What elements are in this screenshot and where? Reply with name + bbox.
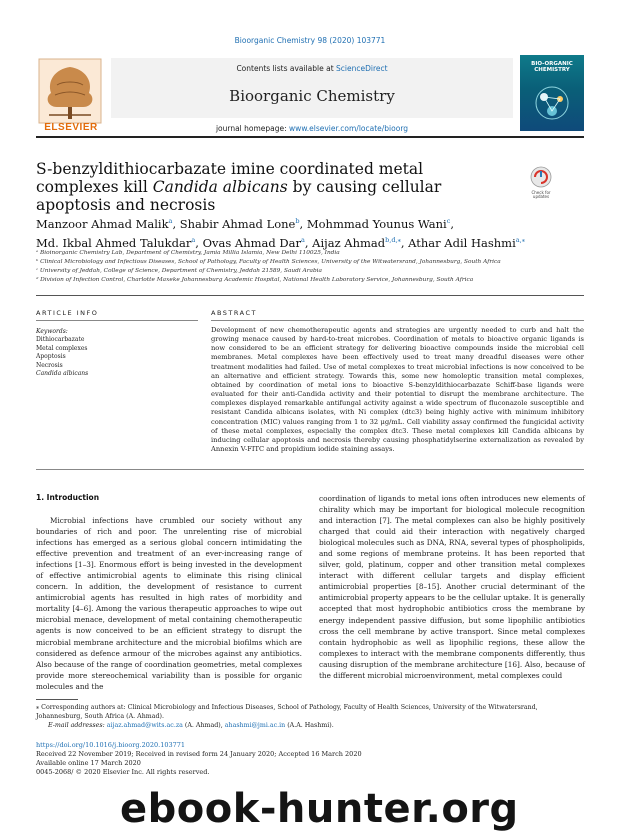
email-link-hashmi[interactable]: ahashmi@jmi.ac.in: [224, 722, 286, 729]
article-title: S-benzyldithiocarbazate imine coordinated metal complexes kill Candida albicans by causing cellular apoptosis and necrosis: [36, 160, 442, 214]
cover-molecule-graphic: [526, 79, 578, 127]
email-owner: (A. Ahmad),: [184, 722, 223, 729]
article-info-rule: [36, 320, 198, 321]
abstract-rule: [211, 320, 584, 321]
header-rule: [36, 136, 584, 138]
watermark: ebook-hunter.org: [120, 786, 519, 832]
author-list: Manzoor Ahmad Malik$^a$, Shabir Ahmad Lone$^b$, Mohmmad Younus Wani$^c$, Md. Ikbal Ahmed Talukdar$^a$, Ovas Ahmad Dar$^a$, Aijaz Ahmad$^{b,d,⁎}$, Athar Adil Hashmi$^{a,⁎}$: [36, 216, 525, 250]
elsevier-wordmark: ELSEVIER: [44, 122, 98, 133]
elsevier-tree-logo: [37, 57, 103, 127]
abstract-heading: ABSTRACT: [211, 309, 257, 317]
author-name[interactable]: Ovas Ahmad Dar: [202, 235, 301, 250]
email-line: [48, 722, 584, 729]
corresponding-author-note: ⁎ Corresponding authors at: Clinical Microbiology and Infectious Diseases, School of Pathology, Faculty of Health Sciences, University of the Witwatersrand, Johannesburg, South Africa (A. Ahmad).: [36, 704, 538, 720]
copyright: 0045-2068/ © 2020 Elsevier Inc. All rights reserved.: [36, 768, 210, 776]
keyword-item: Dithiocarbazate: [36, 336, 85, 344]
journal-title: Bioorganic Chemistry: [229, 87, 395, 105]
author-affil-sup[interactable]: a,⁎: [515, 235, 525, 244]
email-label: E-mail addresses:: [48, 722, 105, 729]
keyword-item: Necrosis: [36, 361, 63, 369]
journal-cover-image[interactable]: [520, 55, 584, 131]
svg-text:Check for: Check for: [531, 190, 551, 195]
keyword-item: Apoptosis: [36, 353, 66, 361]
article-info-heading: ARTICLE INFO: [36, 309, 99, 317]
affiliation-a: ᵃ Bioinorganic Chemistry Lab, Department of Chemistry, Jamia Millia Islamia, New Delhi 110025, India: [36, 250, 340, 256]
keyword-item: Candida albicans: [36, 370, 89, 378]
keywords-list: [36, 328, 196, 378]
author-name[interactable]: Aijaz Ahmad: [312, 235, 386, 250]
check-for-updates-badge[interactable]: [526, 165, 556, 199]
email-link-ahmad[interactable]: aijaz.ahmad@wits.ac.za: [106, 722, 183, 729]
author-name[interactable]: Mohmmad Younus Wani: [306, 216, 447, 231]
introduction-heading: 1. Introduction: [36, 493, 100, 502]
sciencedirect-link[interactable]: ScienceDirect: [336, 64, 388, 73]
abstract-bottom-rule: [36, 469, 584, 470]
email-owner: (A.A. Hashmi).: [287, 722, 334, 729]
contents-prefix: Contents lists available at: [236, 64, 334, 73]
footnote-rule: [36, 699, 78, 700]
homepage-prefix: journal homepage:: [215, 124, 287, 133]
author-affil-sup[interactable]: b,d,⁎: [385, 235, 401, 244]
author-affil-sup[interactable]: a: [168, 217, 173, 225]
cover-title: BIO-ORGANIC CHEMISTRY: [531, 61, 573, 73]
author-name[interactable]: Shabir Ahmad Lone: [179, 216, 296, 231]
contents-line: [111, 64, 513, 73]
homepage-line: [111, 124, 513, 133]
keyword-item: Metal complexes: [36, 344, 88, 352]
check-updates-icon: [526, 165, 556, 199]
svg-text:updates: updates: [532, 194, 550, 199]
author-name[interactable]: Manzoor Ahmad Malik: [36, 216, 169, 231]
author-affil-sup[interactable]: a: [300, 235, 305, 244]
keywords-label: Keywords:: [36, 328, 68, 335]
intro-left-column: Microbial infections have crumbled our society without any boundaries of rich and poor. The unrelenting rise of microbial infections has emerged as a serious global concern intimidating the effective prevention and treatment of an ever-increasing range of infections [1–3]. Enormous effort is being invested in the development of effective antimicrobial agents to eliminate this rising clinical concern. In addition, the development of resistance to current antimicrobial agents has resulted in high rates of morbidity and mortality [4–6]. Among the various therapeutic approaches to wipe out microbial menace, development of metal containing chemotherapeutic agents is now conceived to be an efficient strategy to disrupt the microbial membrane architecture and the microbial biofilms which are considered as defence armour of the microbes against any antibiotics. Also because of the range of coordination geometries, metal complexes provide more stereochemical variability than is possible for organic molecules and the: [36, 516, 302, 691]
author-affil-sup[interactable]: a: [191, 235, 196, 244]
author-affil-sup[interactable]: c: [446, 217, 451, 225]
author-affil-sup[interactable]: b: [295, 217, 300, 225]
doi-link[interactable]: https://doi.org/10.1016/j.bioorg.2020.103771: [36, 741, 186, 749]
affiliation-d: ᵈ Division of Infection Control, Charlotte Maxeke Johannesburg Academic Hospital, National Health Laboratory Service, Johannesburg, South Africa: [36, 277, 474, 283]
author-name[interactable]: Md. Ikbal Ahmed Talukdar: [36, 235, 192, 250]
affiliation-b: ᵇ Clinical Microbiology and Infectious Diseases, School of Pathology, Faculty of Health Sciences, University of the Witwatersrand, Johannesburg, South Africa: [36, 259, 501, 265]
affiliation-c: ᶜ University of Jeddah, College of Science, Department of Chemistry, Jeddah 21589, Saudi Arabia: [36, 268, 322, 274]
available-online: Available online 17 March 2020: [36, 759, 141, 767]
section-rule: [36, 295, 584, 296]
received-dates: Received 22 November 2019; Received in revised form 24 January 2020; Accepted 16 March 2020: [36, 750, 362, 758]
intro-right-column: coordination of ligands to metal ions often introduces new elements of chirality which may be important for biological molecule recognition and interaction [7]. The metal complexes can also be highly positively charged that could aid their interaction with negatively charged biological molecules such as DNA, RNA, several types of phospholipids, and some regions of membrane proteins. It has been reported that silver, gold, platinum, copper and other transition metal complexes interact with different cellular targets and display efficient antimicrobial properties [8–15]. Another crucial determinant of the antimicrobial property appears to be the cellular uptake. It is generally accepted that most hydrophobic antibiotics cross the membrane by energy independent passive diffusion, but some lipophilic antibiotics cross the cell membrane by active transport. Since metal complexes contain hydrophobic as well as lipophilic regions, these allow the complexes to interact with the membrane components differently, thus causing disruption of the membrane architecture [16]. Also, because of the different microbial microenvironment, metal complexes could: [319, 494, 585, 680]
homepage-link[interactable]: www.elsevier.com/locate/bioorg: [289, 124, 409, 133]
abstract-body: Development of new chemotherapeutic agents and strategies are urgently needed to curb and halt the growing menace caused by hard-to-treat microbes. Coordination of metals to bioactive organic ligands is now considered to be an efficient strategy for delivering bioactive compounds inside the microbial cell membranes. Metal complexes have been effectively used to treat many dreadful diseases were other treatment modalities had failed. Use of metal complexes to treat microbial infections is now conceived to be an alternative and efficient strategy. Towards this, some new homoleptic transition metal complexes, obtained by coordination of metal ions to bioactive S-benzyldithiocarbazate Schiff-base ligands were evaluated for their anti-Candida activity and their potential to disrupt the membrane architecture. The complexes displayed remarkable antifungal activity against a wide spectrum of fluconazole susceptible and resistant Candida albicans isolates, with Ni complex (dtc3) being highly active with minimum inhibitory concentration (MIC) values ranging from 1 to 32 μg/mL. Cell viability assay confirmed the fungicidal activity of these metal complexes, especially the complex dtc3. These metal complexes kill Candida albicans by inducing cellular apoptosis and necrosis thereby causing phosphatidylserine externalization as revealed by Annexin V-FITC and propidium iodide staining assays.: [211, 326, 584, 454]
journal-citation-link[interactable]: Bioorganic Chemistry 98 (2020) 103771: [234, 36, 386, 45]
author-name[interactable]: Athar Adil Hashmi: [408, 235, 516, 250]
